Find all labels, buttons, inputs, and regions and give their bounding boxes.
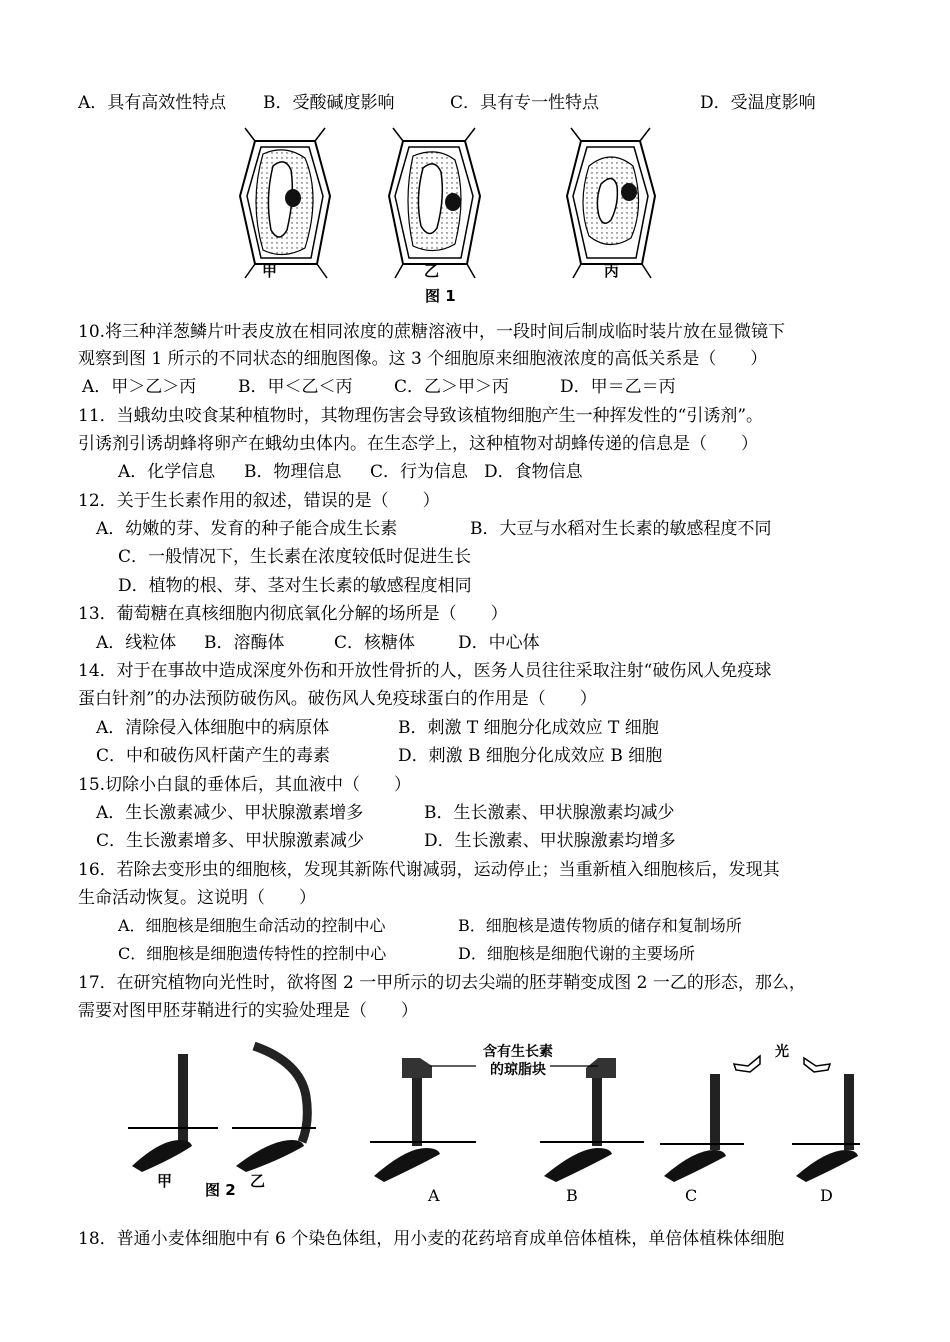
q10-stem-line1: 10.将三种洋葱鳞片叶表皮放在相同浓度的蔗糖溶液中，一段时间后制成临时装片放在显微镜下 — [78, 322, 786, 342]
q16-stem-line2: 生命活动恢复。这说明（ ） — [78, 888, 316, 908]
coleoptile-jia — [128, 1054, 218, 1172]
q10-option-d: D．甲＝乙＝丙 — [560, 377, 676, 397]
q11-option-a: A．化学信息 — [118, 462, 216, 482]
figure-1-label-jia: 甲 — [262, 262, 278, 280]
q10-option-b: B．甲＜乙＜丙 — [238, 377, 353, 397]
figure-1-label-bing: 丙 — [604, 262, 620, 280]
coleoptile-option-a — [370, 1058, 476, 1182]
q16-option-b: B．细胞核是遗传物质的储存和复制场所 — [458, 916, 742, 935]
cell-yi — [389, 128, 480, 278]
figure-2-label-jia: 甲 — [157, 1172, 173, 1190]
cell-bing — [567, 128, 655, 278]
q14-stem-line2: 蛋白针剂”的办法预防破伤风。破伤风人免疫球蛋白的作用是（ ） — [78, 689, 597, 709]
agar-block-label-line2: 的琼脂块 — [490, 1062, 546, 1078]
q14-option-d: D．刺激 B 细胞分化成效应 B 细胞 — [398, 746, 663, 766]
coleoptile-option-d — [792, 1058, 860, 1182]
q12-option-d: D．植物的根、芽、茎对生长素的敏感程度相同 — [118, 576, 472, 596]
figure-2-option-d-label: D — [820, 1186, 833, 1205]
q13-option-a: A．线粒体 — [96, 633, 177, 653]
q18-stem-line1: 18．普通小麦体细胞中有 6 个染色体组，用小麦的花药培育成单倍体植株，单倍体植株体细胞 — [78, 1229, 785, 1249]
q11-option-b: B．物理信息 — [244, 462, 342, 482]
q12-option-b: B．大豆与水稻对生长素的敏感程度不同 — [470, 519, 772, 539]
q14-option-c: C．中和破伤风杆菌产生的毒素 — [96, 746, 331, 766]
q14-option-a: A．清除侵入体细胞中的病原体 — [96, 718, 330, 738]
q17-stem-line2: 需要对图甲胚芽鞘进行的实验处理是（ ） — [78, 1001, 418, 1021]
q13-option-b: B．溶酶体 — [204, 633, 285, 653]
q13-option-c: C．核糖体 — [334, 633, 416, 653]
q15-option-d: D．生长激素、甲状腺激素均增多 — [424, 831, 676, 851]
light-label: 光 — [775, 1044, 789, 1060]
q16-option-d: D．细胞核是细胞代谢的主要场所 — [458, 944, 695, 963]
q10-option-c: C．乙＞甲＞丙 — [394, 377, 510, 397]
light-arrow-right-icon — [804, 1058, 830, 1072]
figure-2-option-c-label: C — [685, 1186, 698, 1205]
q16-stem-line1: 16．若除去变形虫的细胞核，发现其新陈代谢减弱，运动停止；当重新植入细胞核后，发现其 — [78, 860, 780, 880]
figure-1-label-yi: 乙 — [424, 262, 440, 280]
q10-stem-line2: 观察到图 1 所示的不同状态的细胞图像。这 3 个细胞原来细胞液浓度的高低关系是（ ） — [78, 349, 768, 369]
q9-option-c: C．具有专一性特点 — [450, 93, 600, 113]
q13-stem: 13．葡萄糖在真核细胞内彻底氧化分解的场所是（ ） — [78, 604, 508, 624]
light-arrow-left-icon — [734, 1056, 760, 1072]
q9-option-b: B．受酸碱度影响 — [263, 93, 395, 113]
q15-option-a: A．生长激素减少、甲状腺激素增多 — [96, 803, 364, 823]
q12-stem: 12．关于生长素作用的叙述，错误的是（ ） — [78, 491, 440, 511]
q15-option-b: B．生长激素、甲状腺激素均减少 — [424, 803, 675, 823]
q15-stem: 15.切除小白鼠的垂体后，其血液中（ ） — [78, 775, 412, 795]
figure-2-caption: 图 2 — [205, 1181, 236, 1199]
coleoptile-yi — [232, 1046, 316, 1172]
q16-option-a: A．细胞核是细胞生命活动的控制中心 — [118, 916, 386, 935]
cell-jia — [240, 128, 330, 278]
q11-stem-line1: 11．当蛾幼虫咬食某种植物时，其物理伤害会导致该植物细胞产生一种挥发性的“引诱剂”。 — [78, 406, 764, 426]
figure-2-option-b-label: B — [566, 1186, 578, 1205]
q11-option-d: D．食物信息 — [484, 462, 583, 482]
q13-option-d: D．中心体 — [458, 633, 540, 653]
coleoptile-option-b — [540, 1058, 644, 1182]
q12-option-c: C．一般情况下，生长素在浓度较低时促进生长 — [118, 547, 472, 567]
q17-stem-line1: 17．在研究植物向光性时，欲将图 2 一甲所示的切去尖端的胚芽鞘变成图 2 一乙的形态，那么， — [78, 973, 806, 993]
q9-option-d: D．受温度影响 — [700, 93, 816, 113]
q12-option-a: A．幼嫩的芽、发育的种子能合成生长素 — [96, 519, 398, 539]
q15-option-c: C．生长激素增多、甲状腺激素减少 — [96, 831, 365, 851]
figure-2-label-yi: 乙 — [250, 1172, 266, 1190]
figure-1-caption: 图 1 — [425, 287, 456, 305]
q16-option-c: C．细胞核是细胞遗传特性的控制中心 — [118, 944, 387, 963]
q10-option-a: A．甲＞乙＞丙 — [82, 377, 197, 397]
q14-stem-line1: 14．对于在事故中造成深度外伤和开放性骨折的人，医务人员往往采取注射“破伤风人免疫球 — [78, 661, 772, 681]
q14-option-b: B．刺激 T 细胞分化成效应 T 细胞 — [398, 718, 659, 738]
agar-block-label-line1: 含有生长素 — [483, 1044, 553, 1060]
figure-2-option-a-label: A — [428, 1186, 440, 1205]
q11-stem-line2: 引诱剂引诱胡蜂将卵产在蛾幼虫体内。在生态学上，这种植物对胡蜂传递的信息是（ ） — [78, 434, 758, 454]
q11-option-c: C．行为信息 — [370, 462, 469, 482]
coleoptile-option-c — [660, 1056, 760, 1182]
q9-option-a: A．具有高效性特点 — [78, 93, 227, 113]
